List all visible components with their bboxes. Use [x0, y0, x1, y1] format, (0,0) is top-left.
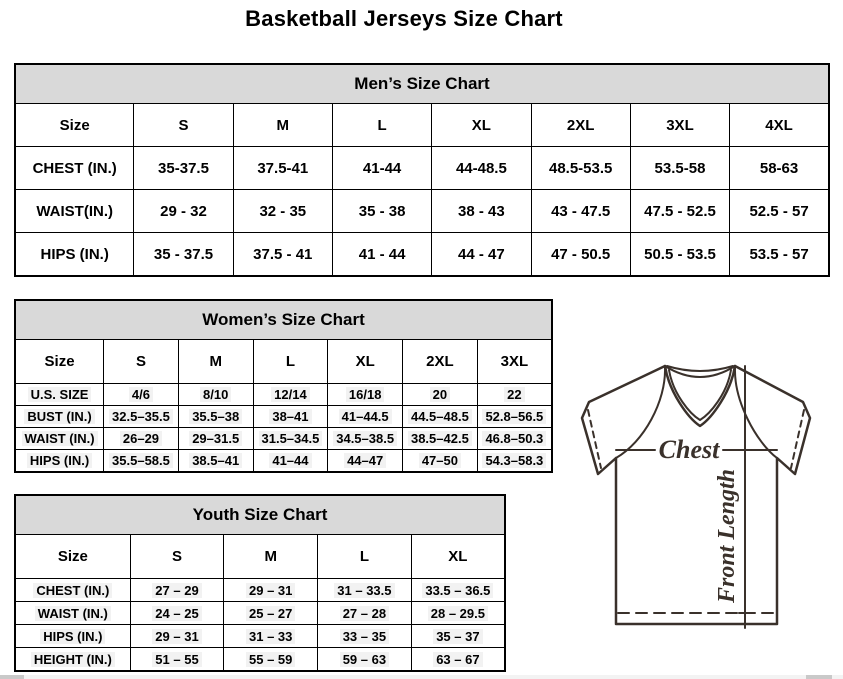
womens-cell-text: 44.5–48.5 — [408, 409, 472, 424]
youth-cell-text: 33 – 35 — [340, 629, 389, 644]
horizontal-scrollbar[interactable] — [0, 675, 843, 679]
womens-row-label — [15, 406, 104, 428]
womens-col-header-3xl-text: 3XL — [500, 353, 529, 370]
womens-cell-text: 38.5–41 — [189, 453, 242, 468]
mens-cell-text: 41 - 44 — [358, 245, 406, 263]
womens-size-header — [15, 340, 104, 384]
youth-col-header-l-text: L — [359, 548, 369, 565]
mens-table-caption: Men’s Size Chart — [15, 64, 829, 104]
mens-cell — [233, 147, 332, 190]
youth-row-label — [15, 579, 130, 602]
youth-table-row — [15, 625, 505, 648]
youth-cell — [224, 579, 318, 602]
womens-cell-text: 16/18 — [346, 387, 385, 402]
womens-cell-text: 4/6 — [129, 387, 153, 402]
youth-col-header-s — [130, 535, 224, 579]
womens-cell — [403, 384, 478, 406]
mens-cell — [531, 233, 630, 277]
youth-cell-text: 59 – 63 — [340, 652, 389, 667]
womens-table-row — [15, 450, 552, 473]
womens-col-header-l-text: L — [285, 353, 296, 370]
youth-cell-text: 51 – 55 — [152, 652, 201, 667]
womens-cell — [104, 450, 179, 473]
youth-row-label — [15, 625, 130, 648]
mens-size-header-text: Size — [59, 116, 90, 134]
youth-cell — [411, 602, 505, 625]
jersey-outline — [582, 366, 810, 624]
mens-cell-text: 44 - 47 — [458, 245, 505, 263]
womens-row-label — [15, 450, 104, 473]
womens-cell — [328, 384, 403, 406]
youth-cell-text: 28 – 29.5 — [428, 606, 488, 621]
youth-cell — [318, 625, 412, 648]
womens-row-label-text: WAIST (IN.) — [22, 431, 98, 446]
mens-cell — [630, 233, 729, 277]
mens-cell — [134, 147, 233, 190]
mens-cell — [730, 190, 829, 233]
womens-cell-text: 26–29 — [120, 431, 162, 446]
youth-row-label-text: CHEST (IN.) — [33, 583, 112, 598]
womens-cell-text: 41–44.5 — [339, 409, 392, 424]
mens-cell — [432, 190, 531, 233]
womens-cell-text: 12/14 — [271, 387, 310, 402]
mens-cell — [134, 233, 233, 277]
chest-label: Chest — [658, 435, 720, 464]
womens-table-caption: Women’s Size Chart — [15, 300, 552, 340]
scrollbar-right-button[interactable] — [806, 675, 832, 679]
womens-cell-text: 41–44 — [269, 453, 311, 468]
womens-table-row — [15, 428, 552, 450]
womens-col-header-s — [104, 340, 179, 384]
right-armhole-seam — [735, 368, 777, 458]
womens-table-row — [15, 406, 552, 428]
youth-table-row — [15, 579, 505, 602]
mens-cell — [630, 147, 729, 190]
womens-col-header-xl-text: XL — [355, 353, 375, 370]
youth-cell-text: 55 – 59 — [246, 652, 295, 667]
mens-row-label — [15, 147, 134, 190]
womens-cell-text: 54.3–58.3 — [482, 453, 546, 468]
womens-cell-text: 46.8–50.3 — [482, 431, 546, 446]
womens-row-label — [15, 428, 104, 450]
youth-cell — [224, 625, 318, 648]
mens-col-header-m — [233, 104, 332, 147]
youth-cell-text: 29 – 31 — [152, 629, 201, 644]
mens-cell — [432, 147, 531, 190]
womens-cell — [477, 428, 552, 450]
mens-cell — [630, 190, 729, 233]
youth-cell-text: 31 – 33.5 — [334, 583, 394, 598]
mens-cell — [233, 190, 332, 233]
mens-size-header — [15, 104, 134, 147]
youth-cell — [411, 648, 505, 672]
womens-col-header-m-text: M — [209, 353, 222, 370]
youth-row-label-text: HIPS (IN.) — [40, 629, 105, 644]
womens-cell — [253, 428, 328, 450]
mens-cell-text: 35 - 38 — [358, 202, 406, 220]
youth-cell-text: 27 – 29 — [152, 583, 201, 598]
mens-cell-text: 47.5 - 52.5 — [644, 202, 716, 220]
womens-cell-text: 38.5–42.5 — [408, 431, 472, 446]
mens-cell-text: 35-37.5 — [158, 159, 209, 177]
mens-cell-text: 48.5-53.5 — [548, 159, 613, 177]
mens-row-label-text: CHEST (IN.) — [32, 159, 117, 177]
mens-cell — [332, 190, 431, 233]
womens-cell — [104, 384, 179, 406]
youth-col-header-s-text: S — [171, 548, 182, 565]
youth-col-header-m — [224, 535, 318, 579]
youth-cell-text: 25 – 27 — [246, 606, 295, 621]
womens-col-header-l — [253, 340, 328, 384]
womens-cell-text: 35.5–58.5 — [109, 453, 173, 468]
mens-table-row — [15, 190, 829, 233]
jersey-diagram — [556, 356, 818, 632]
womens-cell — [104, 406, 179, 428]
youth-cell-text: 24 – 25 — [152, 606, 201, 621]
womens-col-header-xl — [328, 340, 403, 384]
mens-row-label — [15, 190, 134, 233]
mens-col-header-4xl — [730, 104, 829, 147]
womens-col-header-s-text: S — [135, 353, 146, 370]
youth-cell — [224, 648, 318, 672]
womens-col-header-2xl — [403, 340, 478, 384]
mens-col-header-s-text: S — [178, 116, 189, 134]
mens-col-header-l-text: L — [377, 116, 387, 134]
mens-cell-text: 37.5 - 41 — [253, 245, 313, 263]
womens-cell-text: 52.8–56.5 — [482, 409, 546, 424]
youth-cell — [318, 648, 412, 672]
youth-size-header-text: Size — [57, 548, 88, 565]
mens-cell — [332, 147, 431, 190]
page-title: Basketball Jerseys Size Chart — [245, 6, 563, 31]
mens-cell — [332, 233, 431, 277]
youth-cell — [224, 602, 318, 625]
front-length-label: Front Length — [714, 468, 740, 604]
womens-cell — [104, 428, 179, 450]
youth-table-row — [15, 602, 505, 625]
mens-cell-text: 35 - 37.5 — [153, 245, 214, 263]
youth-size-table — [14, 494, 506, 672]
womens-col-header-2xl-text: 2XL — [426, 353, 454, 370]
mens-cell-text: 32 - 35 — [259, 202, 307, 220]
youth-row-label — [15, 602, 130, 625]
mens-col-header-2xl — [531, 104, 630, 147]
womens-cell — [253, 384, 328, 406]
womens-cell — [328, 406, 403, 428]
mens-col-header-3xl-text: 3XL — [666, 116, 694, 134]
womens-cell — [328, 428, 403, 450]
womens-cell-text: 20 — [430, 387, 450, 402]
mens-col-header-2xl-text: 2XL — [566, 116, 595, 134]
womens-col-header-3xl — [477, 340, 552, 384]
womens-cell — [178, 428, 253, 450]
youth-col-header-m-text: M — [264, 548, 277, 565]
mens-col-header-m-text: M — [276, 116, 290, 134]
womens-cell-text: 32.5–35.5 — [109, 409, 173, 424]
mens-cell-text: 29 - 32 — [160, 202, 207, 220]
womens-cell — [178, 384, 253, 406]
womens-cell-text: 35.5–38 — [189, 409, 242, 424]
youth-cell-text: 33.5 – 36.5 — [422, 583, 493, 598]
mens-cell-text: 38 - 43 — [458, 202, 505, 220]
womens-row-label-text: U.S. SIZE — [28, 387, 92, 402]
womens-cell — [328, 450, 403, 473]
womens-cell — [403, 428, 478, 450]
womens-row-label-text: BUST (IN.) — [24, 409, 94, 424]
youth-col-header-xl — [411, 535, 505, 579]
mens-cell-text: 53.5 - 57 — [749, 245, 809, 263]
mens-col-header-xl — [432, 104, 531, 147]
youth-row-label-text: WAIST (IN.) — [35, 606, 111, 621]
mens-row-label — [15, 233, 134, 277]
mens-cell — [730, 147, 829, 190]
womens-cell-text: 22 — [504, 387, 524, 402]
right-sleeve-dashed-line — [791, 410, 804, 468]
collar-back-line2 — [667, 366, 733, 371]
youth-row-label — [15, 648, 130, 672]
mens-cell-text: 41-44 — [362, 159, 402, 177]
mens-cell-text: 44-48.5 — [455, 159, 507, 177]
youth-table-row — [15, 648, 505, 672]
mens-cell — [531, 190, 630, 233]
womens-cell-text: 29–31.5 — [189, 431, 242, 446]
mens-row-label-text: HIPS (IN.) — [40, 245, 109, 263]
mens-size-table — [14, 63, 830, 277]
mens-col-header-l — [332, 104, 431, 147]
youth-cell — [130, 625, 224, 648]
scrollbar-left-button[interactable] — [0, 675, 24, 679]
womens-table-row — [15, 384, 552, 406]
mens-cell-text: 52.5 - 57 — [749, 202, 809, 220]
womens-cell — [477, 450, 552, 473]
mens-cell-text: 53.5-58 — [654, 159, 706, 177]
womens-cell-text: 34.5–38.5 — [333, 431, 397, 446]
mens-cell-text: 47 - 50.5 — [551, 245, 611, 263]
youth-col-header-l — [318, 535, 412, 579]
mens-cell-text: 50.5 - 53.5 — [644, 245, 716, 263]
mens-cell — [531, 147, 630, 190]
youth-cell — [130, 602, 224, 625]
mens-cell — [730, 233, 829, 277]
mens-cell-text: 43 - 47.5 — [551, 202, 611, 220]
youth-size-header — [15, 535, 130, 579]
mens-col-header-xl-text: XL — [471, 116, 491, 134]
womens-cell — [178, 450, 253, 473]
womens-cell — [253, 450, 328, 473]
youth-cell — [130, 648, 224, 672]
womens-cell — [477, 384, 552, 406]
youth-table-caption: Youth Size Chart — [15, 495, 505, 535]
womens-cell — [477, 406, 552, 428]
womens-row-label-text: HIPS (IN.) — [27, 453, 92, 468]
mens-cell — [432, 233, 531, 277]
womens-cell — [403, 450, 478, 473]
youth-cell-text: 27 – 28 — [340, 606, 389, 621]
womens-cell-text: 31.5–34.5 — [259, 431, 323, 446]
mens-col-header-s — [134, 104, 233, 147]
youth-cell — [318, 579, 412, 602]
womens-cell-text: 8/10 — [200, 387, 231, 402]
womens-row-label — [15, 384, 104, 406]
womens-cell — [178, 406, 253, 428]
youth-cell — [411, 625, 505, 648]
womens-cell — [253, 406, 328, 428]
mens-cell-text: 37.5-41 — [257, 159, 309, 177]
youth-cell-text: 31 – 33 — [246, 629, 295, 644]
youth-cell — [130, 579, 224, 602]
youth-col-header-xl-text: XL — [448, 548, 468, 565]
womens-cell-text: 38–41 — [269, 409, 311, 424]
womens-size-header-text: Size — [44, 353, 75, 370]
womens-col-header-m — [178, 340, 253, 384]
mens-col-header-4xl-text: 4XL — [765, 116, 793, 134]
mens-cell — [134, 190, 233, 233]
youth-cell — [318, 602, 412, 625]
youth-row-label-text: HEIGHT (IN.) — [31, 652, 115, 667]
mens-col-header-3xl — [630, 104, 729, 147]
mens-table-row — [15, 147, 829, 190]
mens-table-row — [15, 233, 829, 277]
womens-cell — [403, 406, 478, 428]
vneck-outer — [665, 366, 735, 426]
youth-cell-text: 63 – 67 — [433, 652, 482, 667]
youth-cell-text: 29 – 31 — [246, 583, 295, 598]
youth-cell-text: 35 – 37 — [433, 629, 482, 644]
mens-cell — [233, 233, 332, 277]
youth-cell — [411, 579, 505, 602]
womens-cell-text: 44–47 — [344, 453, 386, 468]
mens-row-label-text: WAIST(IN.) — [36, 202, 113, 220]
womens-cell-text: 47–50 — [419, 453, 461, 468]
womens-size-table — [14, 299, 553, 473]
mens-cell-text: 58-63 — [759, 159, 799, 177]
